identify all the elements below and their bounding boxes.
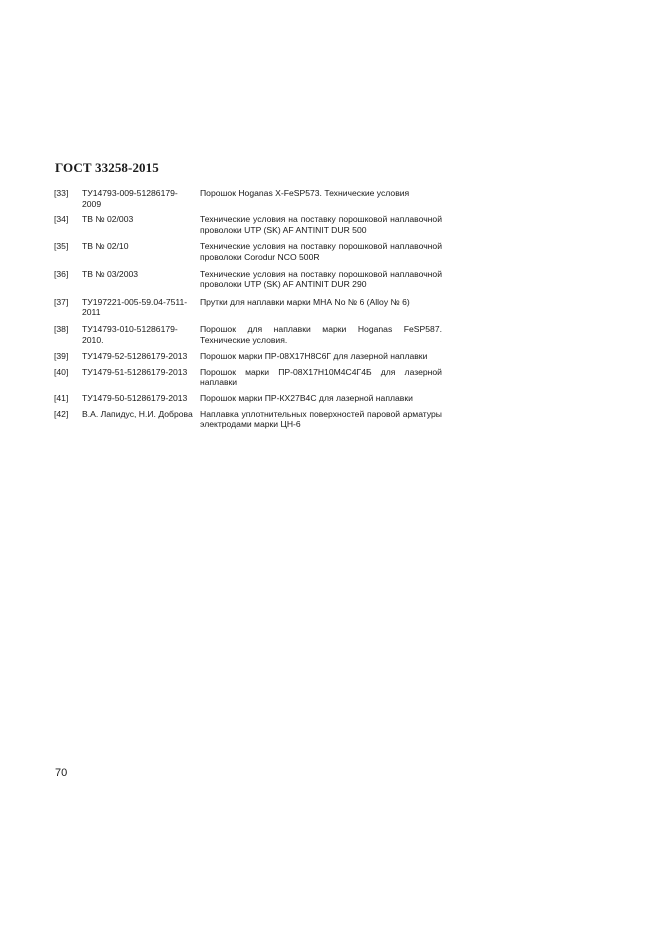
reference-number: [37] xyxy=(54,296,69,307)
reference-title: Наплавка уплотнительных поверхностей паровой арматуры электродами марки ЦН-6 xyxy=(200,408,442,430)
reference-item xyxy=(54,393,442,404)
reference-item xyxy=(54,367,442,388)
reference-document: ТУ14793-010-51286179-2010. xyxy=(82,323,178,345)
reference-number: [41] xyxy=(54,392,69,403)
reference-title: Технические условия на поставку порошковой наплавочной проволоки UTP (SK) AF ANTINIT DUR 290 xyxy=(200,268,442,290)
reference-item xyxy=(54,351,442,362)
reference-number: [42] xyxy=(54,408,69,419)
reference-number: [35] xyxy=(54,241,69,252)
reference-title: Порошок марки ПР-08Х17Н8С6Г для лазерной наплавки xyxy=(200,351,428,362)
document-header: ГОСТ 33258-2015 xyxy=(55,160,159,175)
reference-title: Порошок марки ПР-КХ27В4С для лазерной наплавки xyxy=(200,392,413,403)
reference-item xyxy=(54,241,442,262)
reference-item xyxy=(54,297,442,318)
reference-title: Порошок Hoganas X-FeSP573. Технические условия xyxy=(200,188,410,198)
reference-document: В.А. Лапидус, Н.И. Доброва xyxy=(82,408,193,419)
reference-title: Прутки для наплавки марки МНА No № 6 (Alloy № 6) xyxy=(200,296,410,307)
reference-number: [33] xyxy=(54,188,69,198)
reference-number: [40] xyxy=(54,366,69,377)
reference-number: [39] xyxy=(54,351,69,362)
reference-item xyxy=(54,409,442,430)
reference-number: [36] xyxy=(54,268,69,279)
reference-document: ТУ197221-005-59.04-7511-2011 xyxy=(82,296,188,318)
page-number: 70 xyxy=(55,767,68,779)
reference-title: Технические условия на поставку порошковой наплавочной проволоки Corodur NCO 500R xyxy=(200,241,442,262)
reference-item xyxy=(54,269,442,290)
reference-document: ТВ № 02/003 xyxy=(82,214,134,225)
reference-document: ТВ № 02/10 xyxy=(82,241,129,252)
reference-number: [38] xyxy=(54,323,69,334)
reference-document: ТУ1479-51-51286179-2013 xyxy=(82,366,188,377)
reference-list xyxy=(54,188,442,430)
reference-document: ТУ1479-52-51286179-2013 xyxy=(82,351,188,362)
reference-title: Технические условия на поставку порошковой наплавочной проволоки UTP (SK) AF ANTINIT DUR 500 xyxy=(200,214,442,235)
reference-document: ТУ14793-009-51286179-2009 xyxy=(82,188,178,209)
reference-item xyxy=(54,214,442,235)
reference-title: Порошок марки ПР-08Х17Н10М4С4Г4Б для лазерной наплавки xyxy=(200,366,442,388)
reference-document: ТУ1479-50-51286179-2013 xyxy=(82,392,188,403)
reference-document: ТВ № 03/2003 xyxy=(82,268,139,279)
reference-number: [34] xyxy=(54,214,69,225)
reference-title: Порошок для наплавки марки Hoganas FeSP587. Технические условия. xyxy=(200,323,442,345)
reference-item xyxy=(54,324,442,345)
reference-item xyxy=(54,188,442,209)
